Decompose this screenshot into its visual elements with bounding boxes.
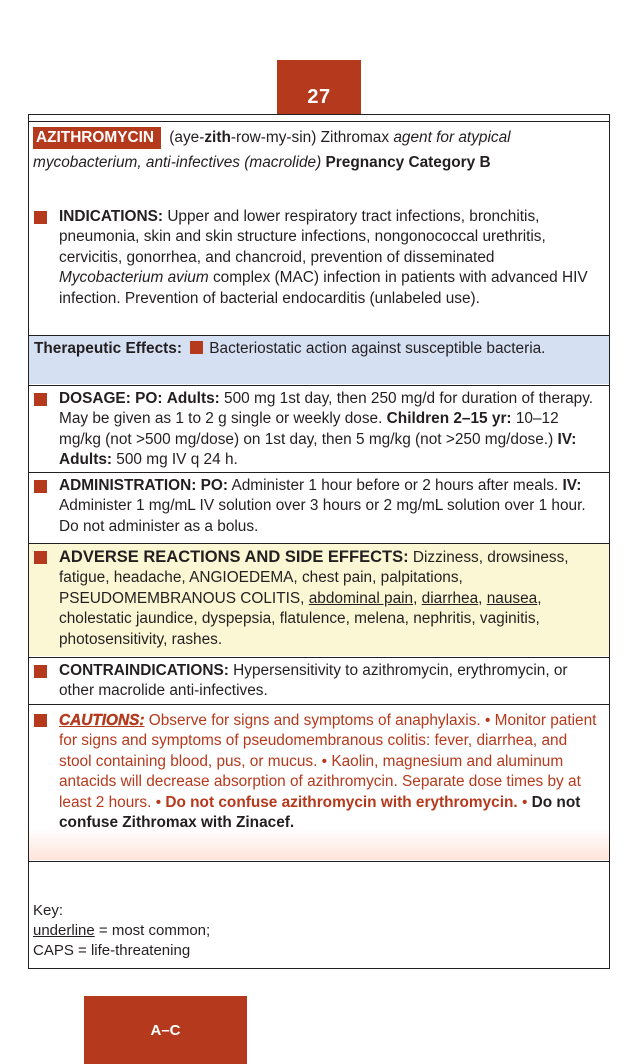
indications-text-2: complex (MAC) infection in patients with advanced HIV infection. Prevention of bacterial endocarditis (unlabeled use). [59,269,588,307]
section-bullet-icon [34,551,47,564]
cautions-warning-1: Do not confuse azithromycin with erythromycin [165,793,514,811]
adverse-label: ADVERSE REACTIONS AND SIDE EFFECTS: [59,548,409,566]
card-top-rule [29,115,609,122]
therapeutic-label: Therapeutic Effects: [34,340,182,357]
dosage-label: DOSAGE: PO: [59,390,163,407]
administration-iv-text: Administer 1 mg/mL IV solution over 3 hours or 2 mg/mL solution over 1 hour. Do not administer as a bolus. [59,497,586,535]
section-bullet-icon [34,393,47,406]
drug-class: agent for atypical mycobacterium, anti-infectives (macrolide) [33,129,511,171]
therapeutic-text: Bacteriostatic action against susceptible bacteria. [209,340,546,357]
drug-name: AZITHROMYCIN [33,127,161,149]
indications-section [29,207,609,309]
adverse-common-diarrhea: diarrhea [421,589,479,607]
drug-header [33,125,605,175]
divider [29,657,609,658]
key-caps-line: CAPS = life-threatening [33,942,191,959]
section-tab [84,996,247,1064]
adverse-text-2: cholestatic jaundice, dyspepsia, flatulence, melena, nephritis, vaginitis, photosensitivity, rashes. [59,610,540,648]
section-bullet-icon [190,341,203,354]
indications-organism: Mycobacterium avium [59,269,209,287]
section-bullet-icon [34,480,47,493]
divider [29,861,609,862]
dosage-children-text: 10–12 mg/kg (not >500 mg/dose) on 1st day, then 5 mg/kg (not >250 mg/dose.) [59,410,559,448]
brand-name: Zithromax [320,129,390,146]
drug-card [28,114,610,969]
page-number-tab [277,60,361,115]
cautions-label: CAUTIONS: [59,712,145,729]
pronunciation: (aye-zith-row-my-sin) [169,129,317,146]
administration-iv-label: IV: [562,477,582,494]
key-underline-word: underline [33,922,95,939]
cautions-text-2: Monitor patient for signs and symptoms of pseudomembranous colitis: fever, diarrhea, and stool containing blood, pus, or mucus. [59,712,597,770]
section-bullet-icon [34,714,47,727]
dosage-section [29,389,609,471]
cautions-section: CAUTIONS: Observe for signs and symptoms of anaphylaxis. • Monitor patient for signs and symptoms of pseudomembranous colitis: fever, diarrhea, and stool containing blood, pus, or mucus. • Kaolin, magnesium and aluminum antacids will decrease absorption of azithromycin. Separate dose times by at least 2 hours. • Do not confuse azithromycin with erythromycin. • Do not confuse Zithromax with Zinacef. [29,705,609,860]
contraindications-label: CONTRAINDICATIONS: [59,662,229,679]
indications-text: Upper and lower respiratory tract infections, bronchitis, pneumonia, skin and skin structure infections, nongonococcal urethritis, cervicitis, gonorrhea, and chancroid, prevention of disseminated [59,208,546,266]
administration-label: ADMINISTRATION: PO: [59,477,228,494]
contraindications-text: Hypersensitivity to azithromycin, erythromycin, or other macrolide anti-infectives. [59,662,568,700]
section-tab-label: A–C [150,1021,181,1039]
therapeutic-section [29,336,609,384]
contraindications-section [29,661,609,702]
cautions-text-3: Kaolin, magnesium and aluminum antacids will decrease absorption of azithromycin. Separate dose times by at least 2 hours. [59,752,581,811]
adverse-section: ADVERSE REACTIONS AND SIDE EFFECTS: Dizziness, drowsiness, fatigue, headache, ANGIOEDEMA, chest pain, palpitations, PSEUDOMEMBRANOUS COLITIS, abdominal pain, diarrhea, nausea, cholestatic jaundice, dyspepsia, flatulence, melena, nephritis, vaginitis, photosensitivity, rashes. [29,544,609,656]
key-title: Key: [33,902,64,919]
section-bullet-icon [34,211,47,224]
pregnancy-category: Pregnancy Category B [325,154,491,171]
dosage-iv-label: IV: Adults: [59,430,577,469]
section-bullet-icon [34,665,47,678]
key-legend [29,901,609,961]
indications-label: INDICATIONS: [59,208,164,225]
dosage-adults-text: 500 mg 1st day, then 250 mg/d for duration of therapy. May be given as 1 to 2 g single or weekly dose. [59,390,594,428]
page-number: 27 [307,86,331,108]
adverse-common-abdominal-pain: abdominal pain [308,589,414,607]
administration-po-text: Administer 1 hour before or 2 hours after meals. [231,477,559,494]
cautions-text-1: Observe for signs and symptoms of anaphylaxis. [148,712,481,729]
divider [29,472,609,473]
divider [29,385,609,386]
dosage-iv-text: 500 mg IV q 24 h. [116,451,238,469]
adverse-text: Dizziness, drowsiness, fatigue, headache, ANGIOEDEMA, chest pain, palpitations, PSEUDOMEMBRANOUS COLITIS, [59,549,569,607]
cautions-warning-2: Do not confuse Zithromax with Zinacef. [59,793,581,832]
dosage-children-label: Children 2–15 yr: [386,410,512,428]
key-underline-meaning: = most common; [98,922,211,939]
dosage-adults-label: Adults: [166,390,220,407]
administration-section [29,476,609,537]
adverse-common-nausea: nausea [486,589,538,607]
